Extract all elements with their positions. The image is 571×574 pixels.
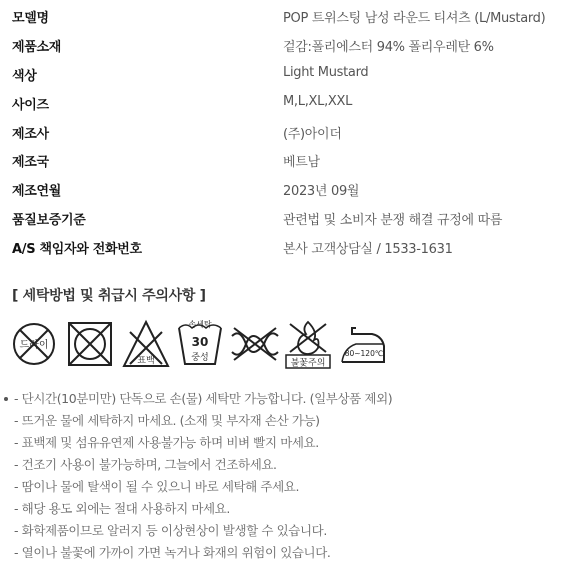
spec-value: Light Mustard xyxy=(283,64,369,80)
spec-value: 2023년 09월 xyxy=(283,184,360,200)
spec-key: 품질보증기준 xyxy=(12,213,86,229)
iron-temperature-label: 80~120℃ xyxy=(344,349,384,358)
care-note: - 뜨거운 물에 세탁하지 마세요. (소재 및 부자재 손산 가능) xyxy=(14,413,320,428)
spec-key: 사이즈 xyxy=(12,97,49,113)
spec-key: 색상 xyxy=(12,68,37,84)
care-note: - 건조기 사용이 불가능하며, 그늘에서 건조하세요. xyxy=(14,457,277,472)
hand-wash-temperature: 30 xyxy=(191,335,209,349)
spec-value: (주)아이더 xyxy=(283,126,342,142)
spec-value: 본사 고객상담실 / 1533-1631 xyxy=(283,242,453,258)
care-note: - 표백제 및 섬유유연제 사용불가능 하며 비벼 빨지 마세요. xyxy=(14,435,319,450)
bleach-prohibited-icon xyxy=(122,318,172,370)
spec-value: 겉감:폴리에스터 94% 폴리우레탄 6% xyxy=(283,39,494,55)
spec-key: 제조연월 xyxy=(12,184,62,200)
hand-wash-label: 손세탁 xyxy=(188,320,212,329)
hand-wash-icon xyxy=(176,318,226,370)
care-notes xyxy=(4,390,564,566)
flame-caution-icon xyxy=(284,318,334,370)
spec-row xyxy=(12,173,564,202)
spec-row xyxy=(12,231,564,260)
care-note: - 열이나 불꽃에 가까이 가면 녹거나 화재의 위험이 있습니다. xyxy=(14,545,331,560)
spec-key: 제조국 xyxy=(12,155,49,171)
tumble-dry-prohibited-icon xyxy=(66,318,116,370)
spec-row xyxy=(12,87,564,116)
spec-row xyxy=(12,58,564,87)
care-note: - 단시간(10분미만) 단독으로 손(물) 세탁만 가능합니다. (일부상품 제외) xyxy=(14,391,393,406)
spec-value: M,L,XL,XXL xyxy=(283,93,353,109)
spec-row xyxy=(12,0,564,29)
spec-row xyxy=(12,144,564,173)
dry-clean-prohibited-icon xyxy=(10,318,60,370)
iron-temperature-icon xyxy=(338,318,388,370)
spec-row xyxy=(12,202,564,231)
care-note: - 화학제품이므로 알러지 등 이상현상이 발생할 수 있습니다. xyxy=(14,523,327,538)
hand-wash-detergent: 중성 xyxy=(191,353,209,363)
product-spec-table xyxy=(12,0,564,260)
care-icons xyxy=(10,318,390,370)
care-note: - 해당 용도 외에는 절대 사용하지 마세요. xyxy=(14,501,230,516)
spec-key: 제조사 xyxy=(12,126,49,142)
dry-clean-label: 드라이 xyxy=(19,340,49,351)
spec-row xyxy=(12,29,564,58)
spec-value: 관련법 및 소비자 분쟁 해결 규정에 따름 xyxy=(283,213,503,229)
spec-value: POP 트위스팅 남성 라운드 티셔츠 (L/Mustard) xyxy=(283,11,546,26)
care-note: - 땀이나 물에 탈색이 될 수 있으니 바로 세탁해 주세요. xyxy=(14,479,300,494)
spec-row xyxy=(12,116,564,145)
care-section-title: [ 세탁방법 및 취급시 주의사항 ] xyxy=(12,288,206,304)
bleach-label: 표백 xyxy=(137,356,155,366)
wring-prohibited-icon xyxy=(230,318,280,370)
spec-key: A/S 책임자와 전화번호 xyxy=(12,242,142,258)
flame-caution-label: 불꽃주의 xyxy=(290,358,326,369)
spec-value: 베트남 xyxy=(283,155,320,171)
spec-key: 모델명 xyxy=(12,11,49,26)
spec-key: 제품소재 xyxy=(12,39,62,55)
